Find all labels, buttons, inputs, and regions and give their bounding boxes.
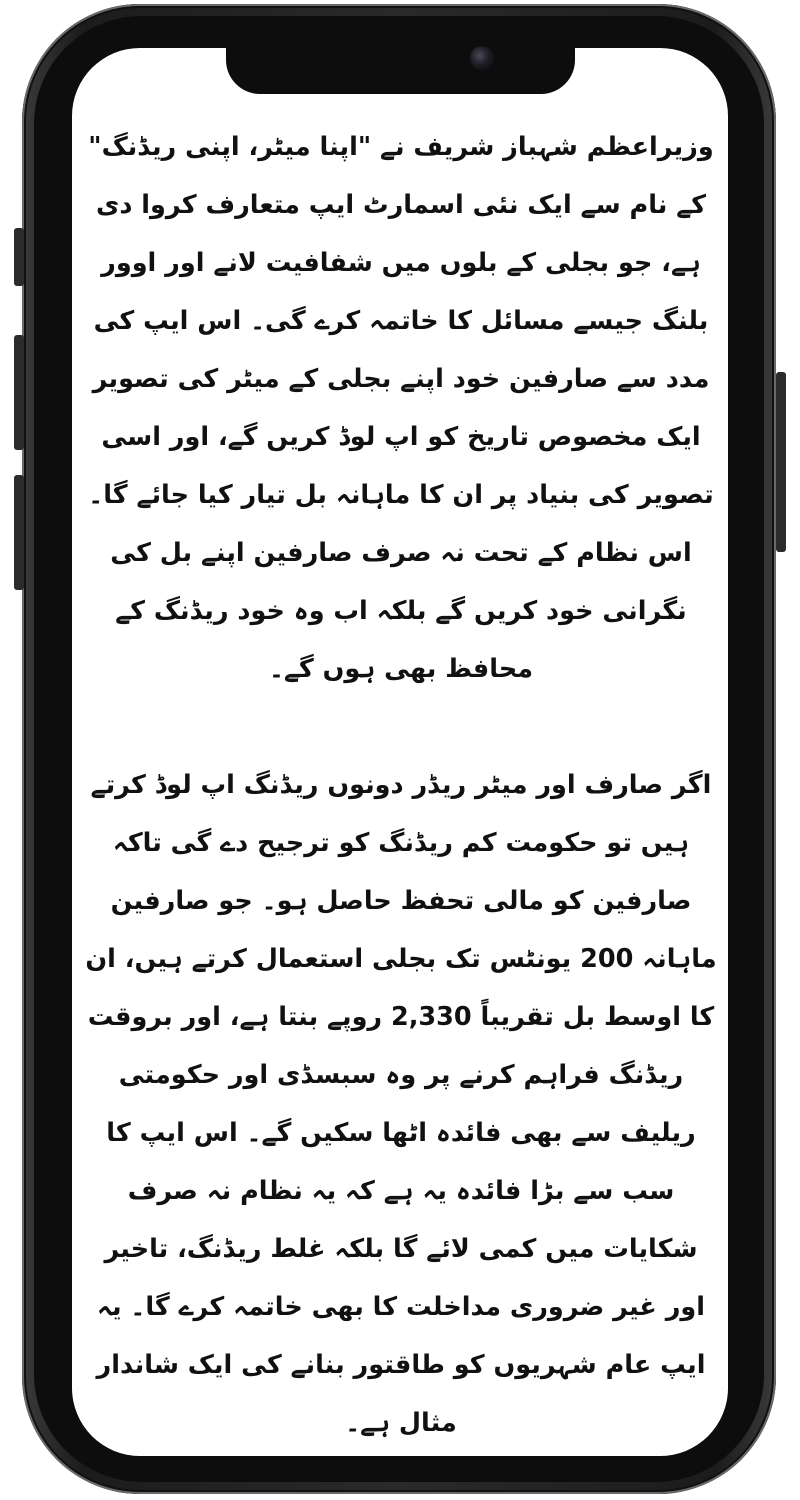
power-button [776,372,786,552]
front-camera-icon [470,46,494,70]
volume-down-button [14,475,24,590]
article-paragraph-1: وزیراعظم شہباز شریف نے "اپنا میٹر، اپنی ریڈنگ" کے نام سے ایک نئی اسمارٹ ایپ متعارف کروا دی ہے، جو بجلی کے بلوں میں شفافیت لانے اور اوور بلنگ جیسے مسائل کا خاتمہ کرے گی۔ اس ایپ کی مدد سے صارفین خود اپنے بجلی کے میٹر کی تصویر ایک مخصوص تاریخ کو اپ لوڈ کریں گے، اور اسی تصویر کی بنیاد پر ان کا ماہانہ بل تیار کیا جائے گا۔ اس نظام کے تحت نہ صرف صارفین اپنے بل کی نگرانی خود کریں گے بلکہ اب وہ خود ریڈنگ کے محافظ بھی ہوں گے۔ [88,132,714,684]
notch [226,42,575,94]
volume-up-button [14,335,24,450]
article-paragraph-2: اگر صارف اور میٹر ریڈر دونوں ریڈنگ اپ لوڈ کرتے ہیں تو حکومت کم ریڈنگ کو ترجیح دے گی تاکہ صارفین کو مالی تحفظ حاصل ہو۔ جو صارفین ماہانہ 200 یونٹس تک بجلی استعمال کرتے ہیں، ان کا اوسط بل تقریباً 2,330 روپے بنتا ہے، اور بروقت ریڈنگ فراہم کرنے پر وہ سبسڈی اور حکومتی ریلیف سے بھی فائدہ اٹھا سکیں گے۔ اس ایپ کا سب سے بڑا فائدہ یہ ہے کہ یہ نظام نہ صرف شکایات میں کمی لائے گا بلکہ غلط ریڈنگ، تاخیر اور غیر ضروری مداخلت کا بھی خاتمہ کرے گا۔ یہ ایپ عام شہریوں کو طاقتور بنانے کی ایک شاندار مثال ہے۔ [85,770,717,1438]
article-body [84,118,718,1438]
silent-switch [14,228,24,286]
